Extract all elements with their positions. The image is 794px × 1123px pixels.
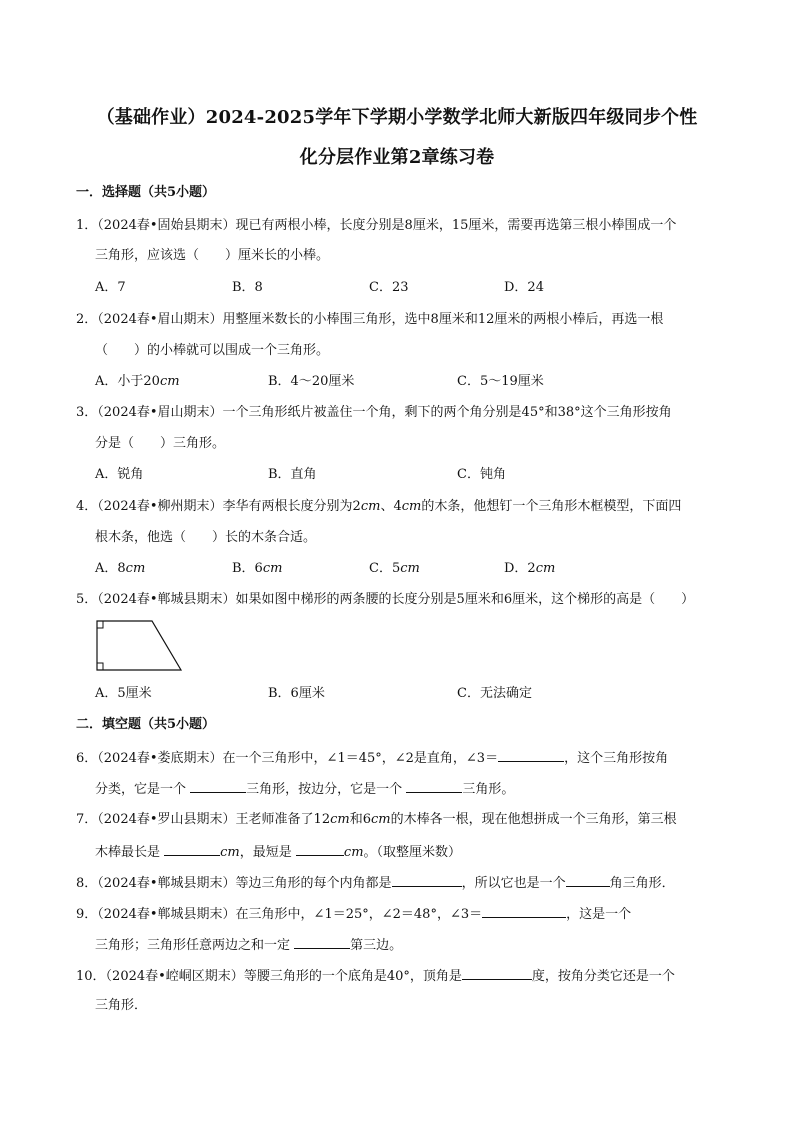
question-number: 6． — [76, 751, 98, 766]
unit-cm: cm — [400, 561, 420, 576]
answer-blank[interactable] — [190, 778, 246, 793]
answer-blank[interactable] — [482, 903, 566, 918]
question-text: ，最短是 — [239, 845, 292, 860]
q2-option-b[interactable]: B．4～20厘米 — [268, 374, 355, 389]
q2-option-c[interactable]: C．5～19厘米 — [457, 374, 544, 389]
answer-blank[interactable] — [294, 934, 350, 949]
unit-cm: cm — [159, 374, 180, 389]
question-text: 如果如图中梯形的两条腰的长度分别是5厘米和6厘米，这个梯形的高是（ — [235, 592, 656, 607]
question-3-cont — [95, 434, 745, 454]
question-10 — [76, 965, 726, 987]
question-text: 度，按角分类它还是一个 — [531, 969, 675, 984]
q4-option-c[interactable] — [369, 559, 420, 579]
answer-blank[interactable] — [164, 841, 220, 856]
q4-option-b[interactable] — [232, 559, 282, 579]
question-text: 和6 — [349, 812, 371, 827]
title-line-1: （基础作业）2024-2025学年下学期小学数学北师大新版四年级同步个性 — [96, 107, 698, 128]
question-text: 。（取整厘米数） — [363, 845, 462, 860]
q2-option-a[interactable] — [95, 372, 180, 392]
question-text: 三角形． — [95, 998, 148, 1013]
trapezoid-figure — [94, 618, 186, 674]
question-number: 3． — [76, 405, 98, 420]
question-6 — [76, 747, 726, 769]
answer-blank[interactable] — [406, 778, 462, 793]
question-text: （ — [95, 343, 109, 358]
option-text: C．5 — [369, 561, 401, 576]
question-source: （2024春•郸城县期末） — [97, 907, 236, 922]
question-text: ） — [681, 592, 695, 607]
question-text: 、4 — [380, 499, 402, 514]
question-text: ）的小棒就可以围成一个三角形。 — [134, 343, 330, 358]
right-angle-mark-bottom — [97, 663, 103, 670]
question-text: ）长的木条合适。 — [212, 530, 317, 545]
option-text: B．6 — [232, 561, 263, 576]
question-5 — [76, 590, 726, 610]
question-4-cont — [95, 528, 745, 548]
question-text: ，这是一个 — [566, 907, 632, 922]
unit-cm: cm — [220, 845, 240, 860]
unit-cm: cm — [330, 812, 350, 827]
answer-blank[interactable] — [296, 841, 344, 856]
option-text: A．8 — [95, 561, 126, 576]
answer-blank[interactable] — [392, 872, 462, 887]
question-text: 木棒最长是 — [95, 845, 161, 860]
q3-option-c[interactable]: C．钝角 — [457, 467, 506, 482]
question-number: 7． — [76, 812, 98, 827]
section-heading-choice: 一．选择题（共5小题） — [76, 185, 216, 200]
question-text: 一个三角形纸片被盖住一个角，剩下的两个角分别是45°和38°这个三角形按角 — [222, 405, 672, 420]
option-text: D．2 — [504, 561, 536, 576]
question-source: （2024春•眉山期末） — [97, 312, 223, 327]
question-number: 5． — [76, 592, 98, 607]
unit-cm: cm — [370, 812, 391, 827]
question-text: 根木条，他选（ — [95, 530, 187, 545]
question-source: （2024春•郸城县期末） — [97, 592, 236, 607]
unit-cm: cm — [343, 845, 364, 860]
question-2-cont — [95, 341, 745, 361]
question-9 — [76, 903, 726, 925]
question-text: 三角形。 — [462, 782, 515, 797]
question-text: 王老师准备了12 — [235, 812, 331, 827]
question-number: 9． — [76, 907, 98, 922]
question-8 — [76, 872, 726, 894]
question-7 — [76, 810, 726, 830]
question-10-cont — [95, 996, 745, 1016]
question-text: 三角形，应该选（ — [95, 248, 200, 263]
trapezoid-shape — [97, 621, 181, 670]
q5-option-b[interactable]: B．6厘米 — [268, 686, 325, 701]
question-text: 等腰三角形的一个底角是40°，顶角是 — [243, 969, 462, 984]
question-text: ）三角形。 — [160, 436, 226, 451]
question-text: 在一个三角形中，∠1＝45°，∠2是直角，∠3＝ — [222, 751, 499, 766]
question-text: 三角形；三角形任意两边之和一定 — [95, 938, 291, 953]
question-text: 的木棒各一根，现在他想拼成一个三角形，第三根 — [390, 812, 677, 827]
question-text: ，所以它也是一个 — [461, 876, 566, 891]
question-source: （2024春•郸城县期末） — [97, 876, 236, 891]
question-text: 用整厘米数长的小棒围三角形，选中8厘米和12厘米的两根小棒后，再选一根 — [222, 312, 664, 327]
question-text: 李华有两根长度分别为2 — [222, 499, 361, 514]
unit-cm: cm — [360, 499, 381, 514]
unit-cm: cm — [535, 561, 556, 576]
q1-option-d[interactable]: D．24 — [504, 280, 544, 295]
question-source: （2024春•罗山县期末） — [97, 812, 236, 827]
title-line-2: 化分层作业第2章练习卷 — [299, 147, 495, 168]
question-text: 分类，它是一个 — [95, 782, 187, 797]
question-1-cont — [95, 246, 745, 266]
question-text: 角三角形． — [609, 876, 675, 891]
question-number: 1． — [76, 218, 98, 233]
q1-option-a[interactable]: A．7 — [95, 280, 126, 295]
answer-blank[interactable] — [462, 965, 532, 980]
question-text: ）厘米长的小棒。 — [225, 248, 330, 263]
unit-cm: cm — [125, 561, 146, 576]
question-9-cont — [95, 934, 745, 956]
q3-option-a[interactable]: A．锐角 — [95, 467, 144, 482]
question-source: （2024春•眉山期末） — [97, 405, 223, 420]
question-1 — [76, 216, 726, 236]
question-text: 现已有两根小棒，长度分别是8厘米，15厘米，需要再选第三根小棒围成一个 — [235, 218, 677, 233]
question-text: ，这个三角形按角 — [564, 751, 669, 766]
question-text: 的木条，他想钉一个三角形木框模型，下面四 — [421, 499, 682, 514]
question-4 — [76, 497, 726, 517]
unit-cm: cm — [262, 561, 283, 576]
q1-option-b[interactable]: B．8 — [232, 280, 263, 295]
unit-cm: cm — [401, 499, 422, 514]
question-3 — [76, 403, 726, 423]
q3-option-b[interactable]: B．直角 — [268, 467, 317, 482]
question-7-cont — [95, 841, 745, 863]
question-source: （2024春•固始县期末） — [97, 218, 236, 233]
question-source: （2024春•娄底期末） — [97, 751, 223, 766]
question-number: 4． — [76, 499, 98, 514]
right-angle-mark-top — [97, 621, 103, 628]
q5-option-a[interactable]: A．5厘米 — [95, 686, 152, 701]
question-text: 等边三角形的每个内角都是 — [235, 876, 392, 891]
section-heading-fill: 二．填空题（共5小题） — [76, 717, 216, 732]
answer-blank[interactable] — [566, 872, 610, 887]
q5-option-c[interactable]: C．无法确定 — [457, 686, 532, 701]
question-text: 分是（ — [95, 436, 135, 451]
question-number: 10． — [76, 969, 106, 984]
question-source: （2024春•崆峒区期末） — [105, 969, 244, 984]
q4-option-a[interactable] — [95, 559, 145, 579]
question-number: 2． — [76, 312, 98, 327]
q4-option-d[interactable] — [504, 559, 555, 579]
question-6-cont — [95, 778, 745, 800]
question-2 — [76, 310, 726, 330]
question-text: 第三边。 — [350, 938, 403, 953]
answer-blank[interactable] — [498, 747, 564, 762]
option-text: A．小于20 — [95, 374, 160, 389]
question-text: 三角形，按边分，它是一个 — [246, 782, 403, 797]
q1-option-c[interactable]: C．23 — [369, 280, 409, 295]
question-number: 8． — [76, 876, 98, 891]
question-source: （2024春•柳州期末） — [97, 499, 223, 514]
question-text: 在三角形中，∠1＝25°，∠2＝48°，∠3＝ — [235, 907, 483, 922]
